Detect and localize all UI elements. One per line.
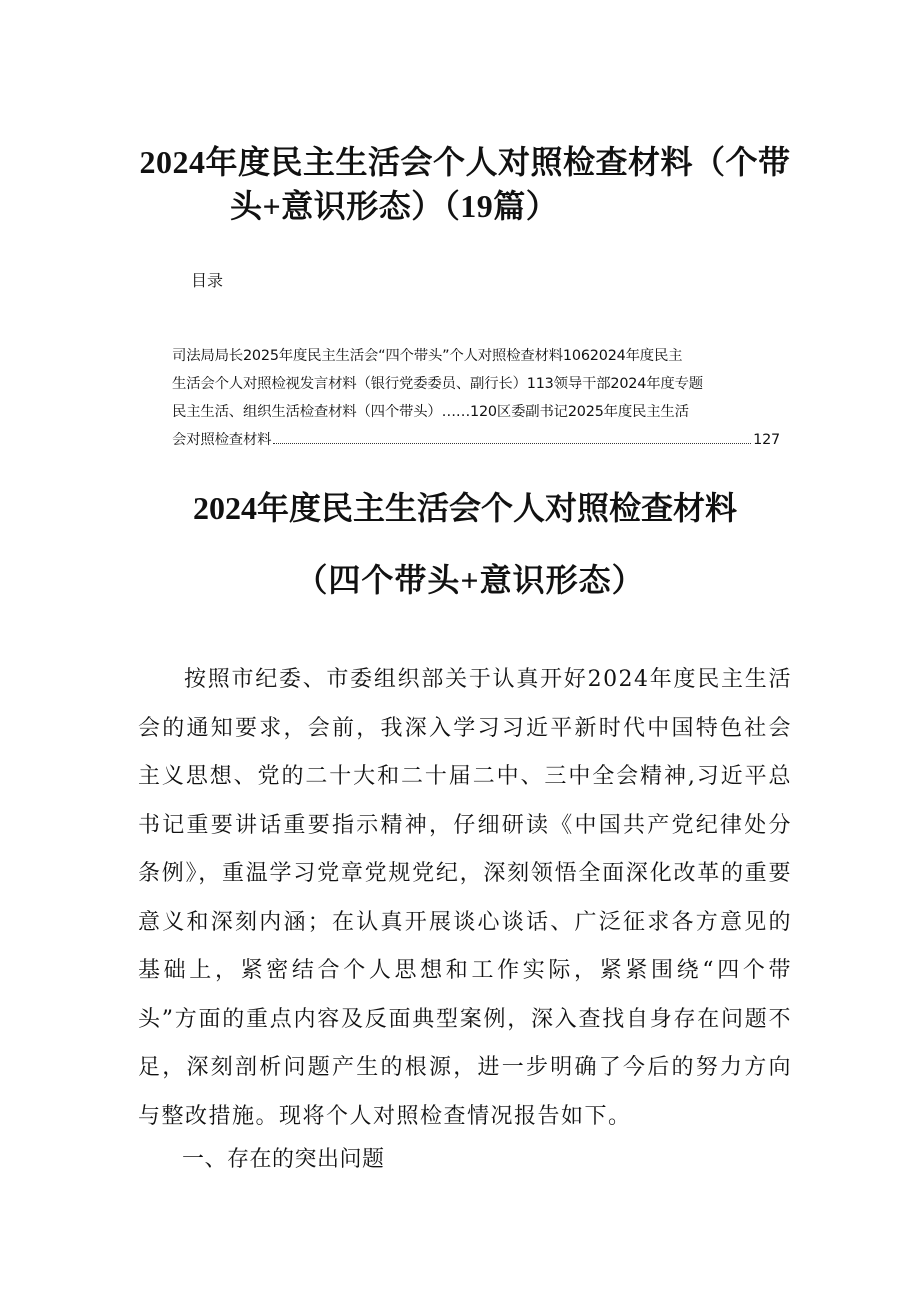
table-of-contents [172,342,792,454]
document-title [120,140,810,228]
toc-entry-text: 会对照检查材料 [172,432,272,448]
document-title-line-1: 2024年度民主生活会个人对照检查材料（个带 [139,144,791,180]
toc-line-1: 司法局局长2025年度民主生活会“四个带头”个人对照检查材料1062024年度民主 [172,348,683,364]
document-title-line-2: 头+意识形态）（19篇） [230,188,559,224]
section-title-line-2: （四个带头+意识形态） [295,562,645,598]
body-paragraph: 按照市纪委、市委组织部关于认真开好2024年度民主生活会的通知要求，会前，我深入学习习近平新时代中国特色社会主义思想、党的二十大和二十届二中、三中全会精神,习近平总书记重要讲话重要指示精神，仔细研读《中国共产党纪律处分条例》，重温学习党章党规党纪，深刻领悟全面深化改革的重要意义和深刻内涵；在认真开展谈心谈话、广泛征求各方意见的基础上，紧密结合个人思想和工作实际，紧紧围绕“四个带头”方面的重点内容及反面典型案例，深入查找自身存在问题不足，深刻剖析问题产生的根源，进一步明确了今后的努力方向与整改措施。现将个人对照检查情况报告如下。 [138,667,792,1129]
toc-line-4 [172,426,780,454]
section-title-line-1: 2024年度民主生活会个人对照检查材料 [192,490,737,526]
section-heading: 一、存在的突出问题 [182,1147,385,1172]
toc-line-3: 民主生活、组织生活检查材料（四个带头）……120区委副书记2025年度民主生活 [172,404,689,420]
toc-heading: 目录 [191,271,224,290]
toc-dot-leader [273,442,751,444]
toc-line-2: 生活会个人对照检视发言材料（银行党委委员、副行长）113领导干部2024年度专题 [172,376,703,392]
toc-page-number: 127 [753,432,780,448]
